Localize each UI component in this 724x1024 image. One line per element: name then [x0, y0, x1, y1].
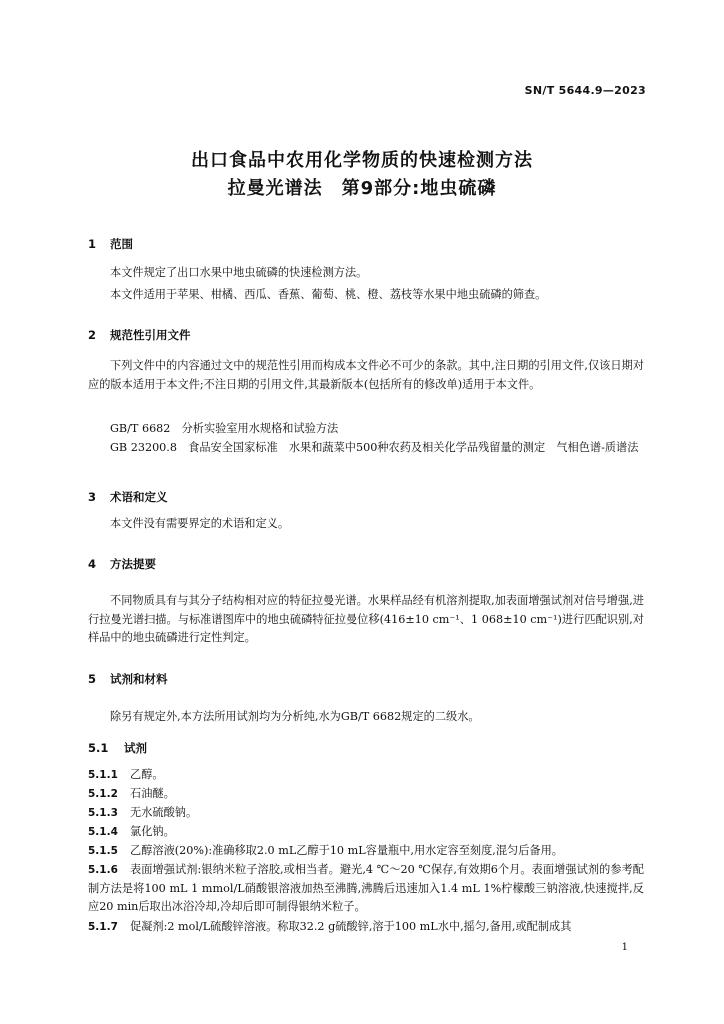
item-text: 乙醇。 [130, 768, 164, 781]
section-4-paragraph-1: 不同物质具有与其分子结构相对应的特征拉曼光谱。水果样品经有机溶剂提取,加表面增强试剂对信号增强,进行拉曼光谱扫描。与标准谱图库中的地虫硫磷特征拉曼位移(416±10 cm⁻¹、1 068±10 cm⁻¹)进行匹配识别,对样品中的地虫硫磷进行定性判定。 [88, 594, 644, 644]
section-number: 2 [88, 328, 97, 342]
standard-number: SN/T 5644.9—2023 [524, 84, 646, 97]
section-number: 5 [88, 672, 97, 686]
item-number: 5.1.6 [88, 864, 118, 876]
item-text: 氯化钠。 [130, 825, 175, 838]
section-title: 方法提要 [110, 557, 157, 571]
item-number: 5.1.1 [88, 769, 118, 781]
section-2-heading [88, 327, 191, 343]
section-title: 术语和定义 [110, 490, 168, 504]
section-title: 规范性引用文件 [110, 328, 191, 342]
item-text: 石油醚。 [130, 787, 175, 800]
item-text: 乙醇溶液(20%):准确移取2.0 mL乙醇于10 mL容量瓶中,用水定容至刻度,混匀后备用。 [130, 844, 563, 857]
reference-gb-23200-8: GB 23200.8 食品安全国家标准 水果和蔬菜中500种农药及相关化学品残留量的测定 气相色谱-质谱法 [110, 441, 639, 454]
page-number: 1 [621, 942, 628, 953]
list-item [88, 861, 644, 917]
section-1-paragraph-1: 本文件规定了出口水果中地虫硫磷的快速检测方法。 [110, 266, 368, 279]
item-text: 无水硫酸钠。 [130, 806, 198, 819]
list-item [88, 823, 644, 842]
item-number: 5.1.5 [88, 845, 118, 857]
section-5-heading [88, 671, 168, 687]
list-item [88, 766, 644, 785]
section-number: 1 [88, 237, 97, 251]
subsection-5-1-heading [88, 740, 147, 756]
section-title: 试剂 [124, 741, 148, 755]
section-3-heading [88, 489, 168, 505]
item-text: 促凝剂:2 mol/L硫酸锌溶液。称取32.2 g硫酸锌,溶于100 mL水中,摇匀,备用,或配制成其 [130, 920, 572, 933]
section-3-paragraph-1: 本文件没有需要界定的术语和定义。 [110, 517, 290, 530]
list-item [88, 785, 644, 804]
item-number: 5.1.3 [88, 807, 118, 819]
reference-gb-t-6682: GB/T 6682 分析实验室用水规格和试验方法 [110, 422, 339, 435]
section-number: 3 [88, 490, 97, 504]
section-1-paragraph-2: 本文件适用于苹果、柑橘、西瓜、香蕉、葡萄、桃、橙、荔枝等水果中地虫硫磷的筛查。 [110, 288, 547, 301]
section-4-heading [88, 556, 156, 572]
section-number: 5.1 [88, 741, 109, 755]
item-number: 5.1.4 [88, 826, 118, 838]
section-title: 试剂和材料 [110, 672, 168, 686]
list-item [88, 804, 644, 823]
section-1-heading [88, 236, 133, 252]
document-title-line2: 拉曼光谱法 第9部分:地虫硫磷 [227, 178, 497, 199]
list-item [88, 918, 644, 937]
section-number: 4 [88, 557, 97, 571]
item-number: 5.1.7 [88, 921, 118, 933]
item-number: 5.1.2 [88, 788, 118, 800]
section-title: 范围 [110, 237, 134, 251]
section-5-paragraph-1: 除另有规定外,本方法所用试剂均为分析纯,水为GB/T 6682规定的二级水。 [110, 710, 480, 723]
list-item [88, 842, 644, 861]
item-text: 表面增强试剂:银纳米粒子溶胶,或相当者。避光,4 ℃～20 ℃保存,有效期6个月。表面增强试剂的参考配制方法是将100 mL 1 mmol/L硝酸银溶液加热至沸腾,沸腾后迅速加入1.4 mL 1%柠檬酸三钠溶液,快速搅拌,反应20 min后取出冰浴冷却,冷却后即可制得银纳米粒子。 [88, 863, 644, 913]
document-title-line1: 出口食品中农用化学物质的快速检测方法 [191, 150, 533, 171]
section-2-paragraph-1: 下列文件中的内容通过文中的规范性引用而构成本文件必不可少的条款。其中,注日期的引用文件,仅该日期对应的版本适用于本文件;不注日期的引用文件,其最新版本(包括所有的修改单)适用于本文件。 [88, 359, 644, 391]
